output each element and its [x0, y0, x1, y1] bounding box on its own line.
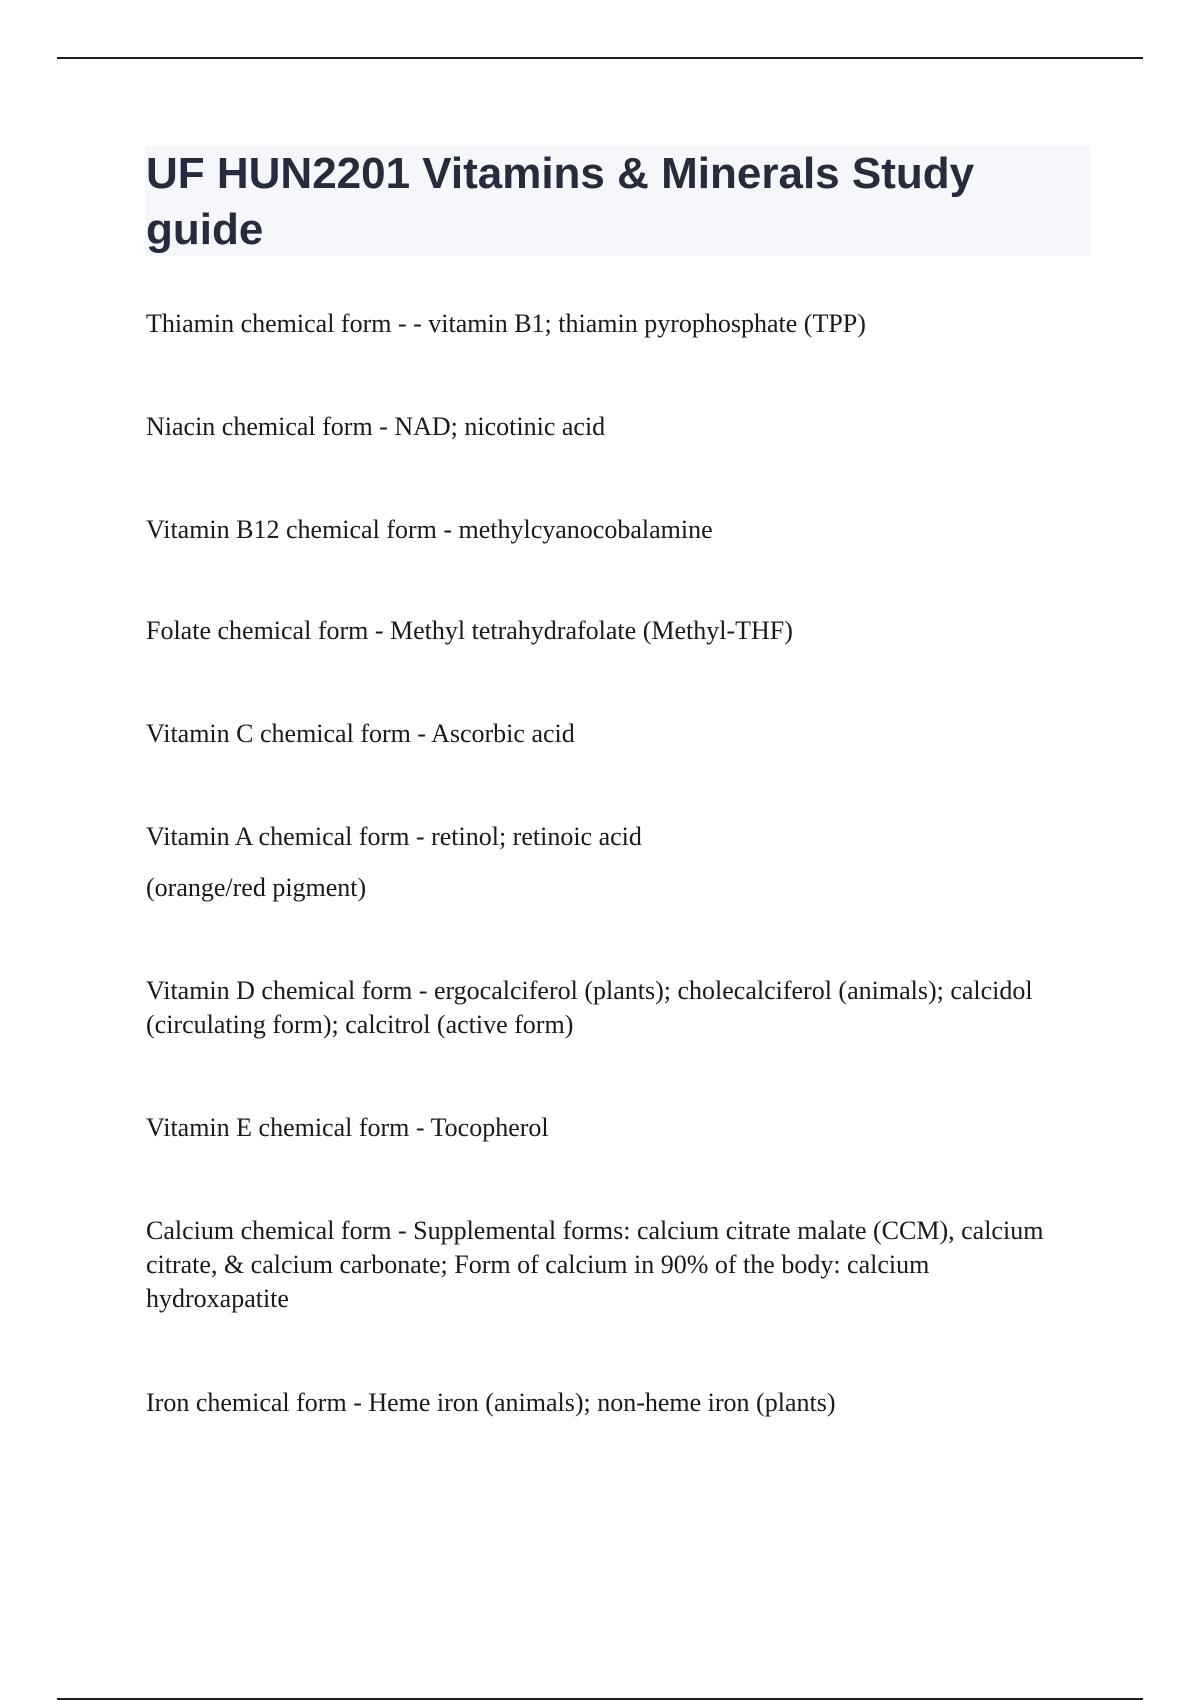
entry-vitamin-e: Vitamin E chemical form - Tocopherol [146, 1113, 549, 1142]
entry-folate: Folate chemical form - Methyl tetrahydrafolate (Methyl-THF) [146, 616, 793, 645]
entry-vitamin-c: Vitamin C chemical form - Ascorbic acid [146, 719, 575, 748]
entry-vitamin-b12: Vitamin B12 chemical form - methylcyanocobalamine [146, 515, 713, 544]
entry-calcium: Calcium chemical form - Supplemental forms: calcium citrate malate (CCM), calcium citrate, & calcium carbonate; Form of calcium in 90% of the body: calcium hydroxapatite [146, 1216, 1044, 1313]
entry-iron: Iron chemical form - Heme iron (animals); non-heme iron (plants) [146, 1388, 836, 1417]
entry-thiamin: Thiamin chemical form - - vitamin B1; thiamin pyrophosphate (TPP) [146, 309, 866, 338]
entry-niacin: Niacin chemical form - NAD; nicotinic acid [146, 412, 606, 441]
entry-vitamin-a-note: (orange/red pigment) [146, 873, 367, 902]
top-divider [57, 57, 1143, 59]
entry-vitamin-a: Vitamin A chemical form - retinol; retinoic acid [146, 822, 642, 851]
entry-vitamin-d: Vitamin D chemical form - ergocalciferol (plants); cholecalciferol (animals); calcidol (circulating form); calcitrol (active form) [146, 976, 1033, 1039]
page-title: UF HUN2201 Vitamins & Minerals Study guide [146, 149, 975, 254]
